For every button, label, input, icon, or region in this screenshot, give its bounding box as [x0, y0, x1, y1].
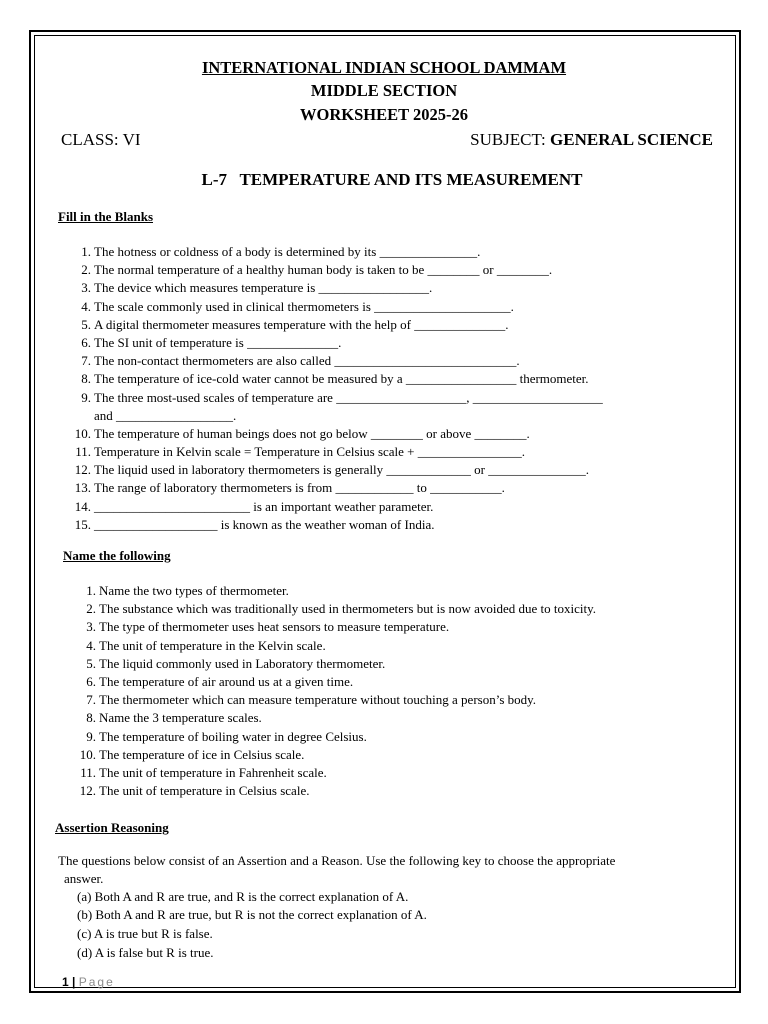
fill-blank-item-text: The scale commonly used in clinical thermometers is _____________________.	[94, 298, 514, 314]
assertion-intro-line1: The questions below consist of an Assertion and a Reason. Use the following key to choose the appropriate	[58, 853, 616, 868]
name-following-item	[86, 582, 596, 600]
fill-blank-item	[81, 352, 603, 370]
fill-blank-item-text: The non-contact thermometers are also called ____________________________.	[94, 353, 520, 369]
name-following-item-text: Name the two types of thermometer.	[99, 583, 289, 598]
name-following-item-text: The temperature of ice in Celsius scale.	[99, 746, 305, 762]
fill-blank-item-number: 3.	[81, 280, 91, 296]
fill-blank-item	[74, 498, 603, 516]
page-footer	[62, 975, 115, 989]
fill-blank-item-text: The three most-used scales of temperature are ____________________, ____________________	[94, 389, 603, 405]
fill-blank-item	[81, 334, 603, 352]
fill-blanks-heading: Fill in the Blanks	[58, 209, 153, 224]
name-following-item	[86, 618, 596, 636]
fill-blank-item	[81, 243, 603, 261]
name-following-item-number: 11.	[80, 764, 96, 780]
section-name: MIDDLE SECTION	[310, 81, 458, 100]
name-following-item-number: 6.	[86, 673, 96, 689]
assertion-heading: Assertion Reasoning	[55, 820, 169, 835]
page-word: Page	[78, 975, 115, 989]
name-following-item-text: The unit of temperature in Celsius scale.	[99, 783, 310, 799]
fill-blank-item	[81, 298, 603, 316]
name-following-item-text: The liquid commonly used in Laboratory thermometer.	[99, 655, 386, 671]
name-following-item-text: Name the 3 temperature scales.	[99, 710, 262, 726]
name-following-item-number: 8.	[86, 710, 96, 726]
fill-blank-item-text: ___________________ is known as the weather woman of India.	[94, 516, 435, 532]
fill-blank-item-text: and __________________.	[94, 407, 237, 423]
name-following-item-text: The type of thermometer uses heat sensors to measure temperature.	[99, 619, 450, 635]
name-following-item	[86, 637, 596, 655]
fill-blank-item-text: The SI unit of temperature is ______________.	[94, 334, 342, 350]
assertion-option-c: (c) A is true but R is false.	[77, 926, 213, 941]
chapter-title: L-7 TEMPERATURE AND ITS MEASUREMENT	[201, 170, 583, 189]
fill-blank-item	[75, 443, 603, 461]
name-following-item-number: 9.	[86, 728, 96, 744]
worksheet-title: WORKSHEET 2025-26	[300, 105, 468, 124]
name-following-item-number: 4.	[86, 637, 96, 653]
page-separator: |	[68, 975, 79, 989]
fill-blank-item-text: ________________________ is an important weather parameter.	[94, 498, 434, 514]
name-following-item-number: 3.	[86, 619, 96, 635]
name-following-item-number: 1.	[86, 583, 96, 598]
name-following-item	[79, 782, 596, 800]
name-following-item	[86, 709, 596, 727]
name-following-item-number: 5.	[86, 655, 96, 671]
name-following-item-text: The unit of temperature in Fahrenheit scale.	[99, 764, 327, 780]
fill-blank-item-number: 8.	[81, 371, 91, 387]
fill-blank-item-text: The range of laboratory thermometers is from ____________ to ___________.	[94, 480, 505, 496]
fill-blank-item-number: 9.	[81, 389, 91, 405]
fill-blank-item-number: 15.	[74, 516, 91, 532]
name-following-list	[79, 582, 597, 800]
name-following-item	[86, 655, 596, 673]
fill-blank-item-text: Temperature in Kelvin scale = Temperature in Celsius scale + ________________.	[94, 444, 526, 460]
name-following-item-text: The temperature of boiling water in degree Celsius.	[99, 728, 367, 744]
fill-blank-item-text: A digital thermometer measures temperature with the help of ______________.	[94, 316, 509, 332]
name-following-item-text: The temperature of air around us at a given time.	[99, 673, 354, 689]
fill-blanks-list	[74, 243, 603, 534]
fill-blank-item-number: 13.	[74, 480, 91, 496]
name-following-item-text: The unit of temperature in the Kelvin scale.	[99, 637, 326, 653]
assertion-option-d: (d) A is false but R is true.	[77, 945, 214, 960]
name-following-item	[80, 764, 596, 782]
fill-blank-item-text: The temperature of human beings does not go below ________ or above ________.	[94, 425, 530, 441]
fill-blank-item-text: The device which measures temperature is _________________.	[94, 280, 433, 296]
name-following-heading: Name the following	[63, 548, 171, 563]
name-following-item-text: The thermometer which can measure temperature without touching a person’s body.	[99, 692, 537, 708]
assertion-option-b: (b) Both A and R are true, but R is not the correct explanation of A.	[77, 907, 427, 922]
name-following-item	[86, 600, 597, 618]
fill-blank-item	[81, 261, 603, 279]
fill-blank-item-text: The temperature of ice-cold water cannot be measured by a _________________ thermometer.	[94, 371, 589, 387]
fill-blank-item-number: 1.	[81, 244, 91, 259]
school-name: INTERNATIONAL INDIAN SCHOOL DAMMAM	[201, 58, 567, 77]
fill-blank-item	[74, 516, 603, 534]
class-label: CLASS: VI	[61, 130, 141, 149]
fill-blank-item	[74, 425, 603, 443]
fill-blank-item-number: 4.	[81, 298, 91, 314]
name-following-item-number: 10.	[79, 746, 96, 762]
fill-blank-item	[94, 407, 603, 425]
fill-blank-item-text: The normal temperature of a healthy human body is taken to be ________ or ________.	[94, 262, 553, 278]
name-following-item-number: 12.	[79, 783, 96, 799]
page-number: 1	[62, 975, 69, 989]
fill-blank-item-number: 12.	[74, 462, 91, 478]
fill-blank-item	[81, 279, 603, 297]
name-following-item	[86, 691, 596, 709]
fill-blank-item-number: 14.	[74, 498, 91, 514]
name-following-item-text: The substance which was traditionally used in thermometers but is now avoided due to toxicity.	[99, 601, 597, 617]
subject-label	[470, 130, 713, 150]
fill-blank-item-number: 7.	[81, 353, 91, 369]
fill-blank-item-text: The liquid used in laboratory thermometers is generally _____________ or _______________.	[94, 462, 589, 478]
assertion-intro-line2: answer.	[64, 871, 104, 886]
fill-blank-item-number: 6.	[81, 334, 91, 350]
name-following-item	[79, 746, 596, 764]
name-following-item	[86, 673, 596, 691]
name-following-item-number: 7.	[86, 692, 96, 708]
name-following-item-number: 2.	[86, 601, 96, 617]
fill-blank-item-number: 11.	[75, 444, 91, 460]
subject-value: GENERAL SCIENCE	[550, 130, 713, 149]
name-following-item	[86, 728, 596, 746]
fill-blank-item-text: The hotness or coldness of a body is determined by its _______________.	[94, 244, 481, 259]
assertion-option-a: (a) Both A and R are true, and R is the correct explanation of A.	[77, 889, 409, 904]
fill-blank-item-number: 5.	[81, 316, 91, 332]
fill-blank-item	[74, 479, 603, 497]
subject-prefix: SUBJECT:	[470, 130, 551, 149]
fill-blank-item	[81, 316, 603, 334]
fill-blank-item	[81, 370, 603, 388]
fill-blank-item-number: 10.	[74, 425, 91, 441]
fill-blank-item-number: 2.	[81, 262, 91, 278]
fill-blank-item	[81, 389, 603, 407]
fill-blank-item	[74, 461, 603, 479]
